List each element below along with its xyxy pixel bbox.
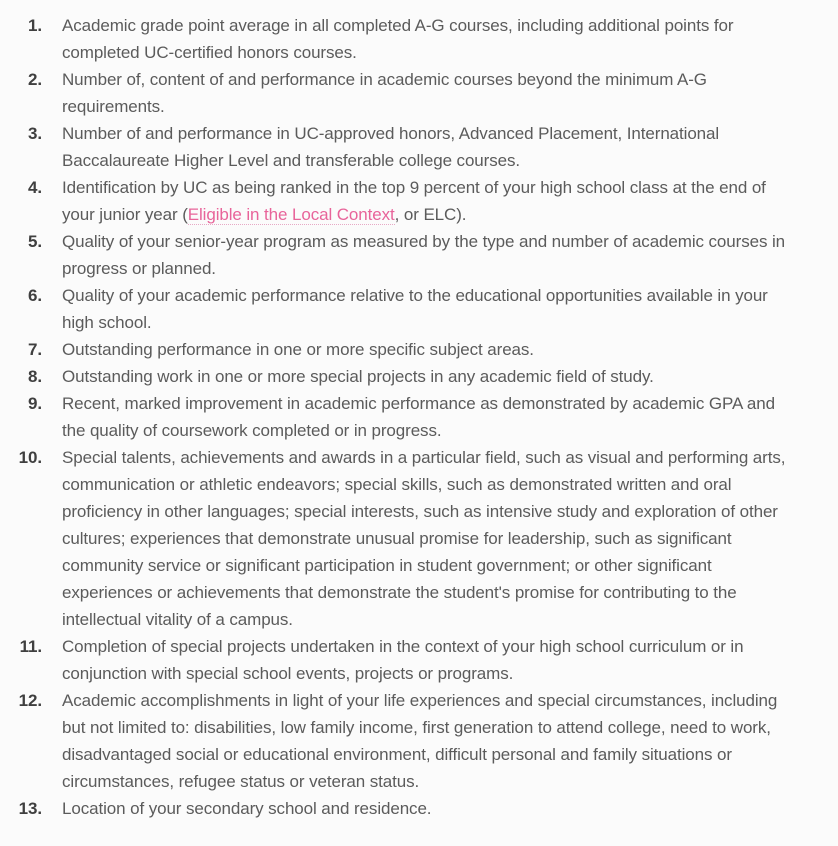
list-item: [14, 66, 788, 120]
list-item: [14, 282, 788, 336]
list-item: [14, 12, 788, 66]
list-item-number: 11.: [19, 637, 42, 656]
list-item-text: Completion of special projects undertaken in the context of your high school curriculum or in conjunction with special school events, projects or programs.: [62, 637, 744, 683]
list-item-number: 13.: [18, 799, 42, 818]
list-item: [14, 795, 788, 822]
list-item-number: 5.: [28, 232, 42, 251]
list-item: [14, 363, 788, 390]
list-item: [14, 687, 788, 795]
list-item-text: Recent, marked improvement in academic performance as demonstrated by academic GPA and the quality of coursework completed or in progress.: [62, 394, 775, 440]
list-item: [14, 444, 788, 633]
list-item-number: 10.: [18, 448, 42, 467]
list-item-number: 6.: [28, 286, 42, 305]
list-item-text: Special talents, achievements and awards in a particular field, such as visual and performing arts, communication or athletic endeavors; special skills, such as demonstrated written and oral proficiency in other languages; special interests, such as intensive study and exploration of other cultures; experiences that demonstrate unusual promise for leadership, such as significant community service or significant participation in student government; or other significant experiences or achievements that demonstrate the student's promise for contributing to the intellectual vitality of a campus.: [62, 448, 786, 629]
list-item-text: Number of and performance in UC-approved honors, Advanced Placement, International Baccalaureate Higher Level and transferable college courses.: [62, 124, 720, 170]
list-item-text: Outstanding work in one or more special projects in any academic field of study.: [62, 367, 654, 386]
list-item-text-suffix: , or ELC).: [394, 205, 467, 224]
list-item-text-prefix: Identification by UC as being ranked in the top 9 percent of your high school class at the end of your junior year (: [62, 178, 766, 224]
list-item: [14, 390, 788, 444]
list-item-number: 4.: [28, 178, 42, 197]
list-item-number: 9.: [28, 394, 42, 413]
list-item: [14, 336, 788, 363]
list-item-text: Academic grade point average in all completed A-G courses, including additional points for completed UC-certified honors courses.: [62, 16, 734, 62]
list-item: [14, 633, 788, 687]
elc-link[interactable]: Eligible in the Local Context: [187, 205, 395, 224]
list-item-number: 7.: [28, 340, 42, 359]
list-item-number: 2.: [28, 70, 42, 89]
list-item-text: Quality of your senior-year program as measured by the type and number of academic courses in progress or planned.: [62, 232, 786, 278]
list-item-text: Number of, content of and performance in academic courses beyond the minimum A-G requirements.: [62, 70, 707, 116]
list-item-text: Quality of your academic performance relative to the educational opportunities available in your high school.: [62, 286, 768, 332]
list-item-number: 12.: [18, 691, 42, 710]
list-item: [14, 120, 788, 174]
list-item-text: [62, 174, 788, 228]
list-item-text: Outstanding performance in one or more specific subject areas.: [62, 340, 534, 359]
list-item-text: Location of your secondary school and residence.: [62, 799, 432, 818]
list-item-text: Academic accomplishments in light of your life experiences and special circumstances, including but not limited to: disabilities, low family income, first generation to attend college, need to work, disadvantaged social or educational environment, difficult personal and family situations or circumstances, refugee status or veteran status.: [62, 691, 778, 791]
list-item-number: 3.: [28, 124, 42, 143]
list-item-number: 1.: [28, 16, 42, 35]
list-item: [14, 174, 788, 228]
list-item: [14, 228, 788, 282]
list-item-number: 8.: [28, 367, 42, 386]
